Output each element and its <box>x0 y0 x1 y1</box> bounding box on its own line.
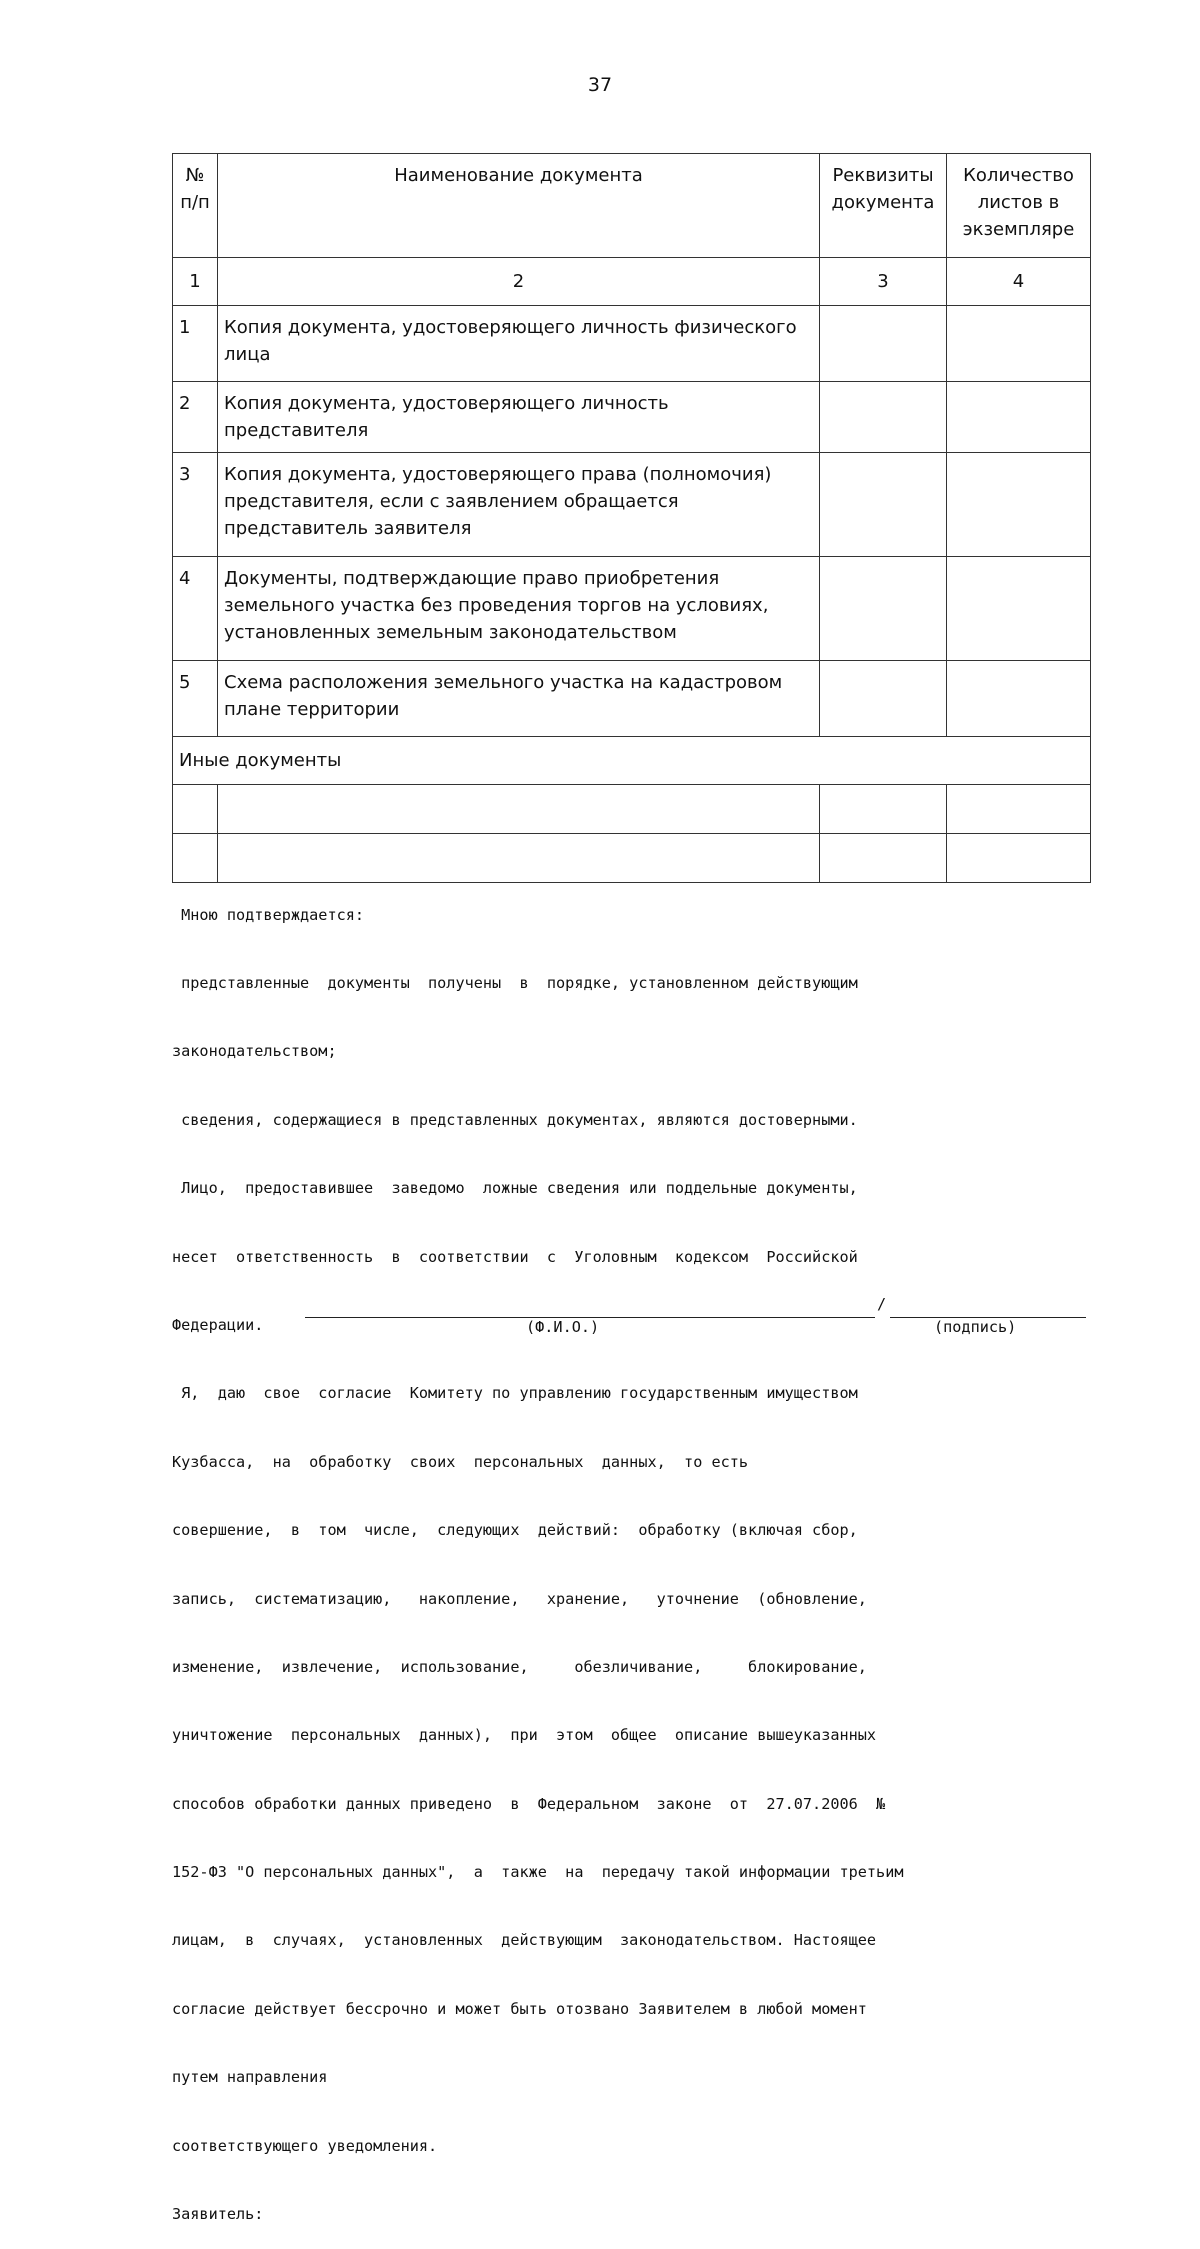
table-row <box>173 453 1091 557</box>
row-details-cell[interactable] <box>820 453 947 557</box>
row-count-cell[interactable] <box>947 557 1091 661</box>
declaration-line: сведения, содержащиеся в представленных документах, являются достоверными. <box>172 1110 858 1129</box>
column-number: 3 <box>820 258 947 306</box>
table-row <box>173 306 1091 382</box>
row-document-name: Копия документа, удостоверяющего личность представителя <box>218 382 820 453</box>
header-count-line-1: Количество <box>963 165 1074 186</box>
row-document-name: Схема расположения земельного участка на кадастровом плане территории <box>218 661 820 737</box>
applicant-label: Заявитель: <box>172 2205 264 2224</box>
declaration-line: запись, систематизацию, накопление, хранение, уточнение (обновление, <box>172 1589 867 1608</box>
column-number: 2 <box>218 258 820 306</box>
row-number: 2 <box>173 382 218 453</box>
row-number: 5 <box>173 661 218 737</box>
header-details <box>820 154 947 258</box>
declaration-text <box>172 858 1118 2249</box>
empty-cell[interactable] <box>173 785 218 834</box>
row-number: 4 <box>173 557 218 661</box>
fio-caption: (Ф.И.О.) <box>526 1318 600 1336</box>
page-number: 37 <box>587 74 613 96</box>
other-documents-row <box>173 737 1091 785</box>
row-details-cell[interactable] <box>820 382 947 453</box>
declaration-line: уничтожение персональных данных), при этом общее описание вышеуказанных <box>172 1726 877 1745</box>
row-document-name: Копия документа, удостоверяющего личность физического лица <box>218 306 820 382</box>
declaration-line: законодательством; <box>172 1042 337 1061</box>
declaration-line: способов обработки данных приведено в Федеральном законе от 27.07.2006 № <box>172 1794 886 1813</box>
empty-cell[interactable] <box>820 785 947 834</box>
table-row <box>173 557 1091 661</box>
header-count-line-3: экземпляре <box>962 219 1075 240</box>
empty-table-row <box>173 785 1091 834</box>
column-number: 1 <box>173 258 218 306</box>
table-header-row <box>173 154 1091 258</box>
column-number-row <box>173 258 1091 306</box>
column-number: 4 <box>947 258 1091 306</box>
row-document-name: Документы, подтверждающие право приобретения земельного участка без проведения торгов на условиях, установленных земельным законодательством <box>218 557 820 661</box>
table-row <box>173 661 1091 737</box>
declaration-line: изменение, извлечение, использование, обезличивание, блокирование, <box>172 1657 867 1676</box>
row-details-cell[interactable] <box>820 557 947 661</box>
row-count-cell[interactable] <box>947 453 1091 557</box>
row-details-cell[interactable] <box>820 306 947 382</box>
empty-cell[interactable] <box>947 785 1091 834</box>
row-details-cell[interactable] <box>820 661 947 737</box>
header-num-line-2: п/п <box>180 192 210 213</box>
header-num <box>173 154 218 258</box>
empty-cell[interactable] <box>218 785 820 834</box>
declaration-line: несет ответственность в соответствии с Уголовным кодексом Российской <box>172 1247 858 1266</box>
row-number: 3 <box>173 453 218 557</box>
header-num-line-1: № <box>185 165 205 186</box>
row-document-name: Копия документа, удостоверяющего права (полномочия) представителя, если с заявлением обращается представитель заявителя <box>218 453 820 557</box>
row-count-cell[interactable] <box>947 661 1091 737</box>
row-count-cell[interactable] <box>947 306 1091 382</box>
declaration-line: лицам, в случаях, установленных действующим законодательством. Настоящее <box>172 1931 877 1950</box>
header-count-line-2: листов в <box>977 192 1060 213</box>
header-details-line-2: документа <box>831 192 935 213</box>
declaration-line: Мною подтверждается: <box>172 905 365 924</box>
row-count-cell[interactable] <box>947 382 1091 453</box>
declaration-line: Кузбасса, на обработку своих персональных данных, то есть <box>172 1452 749 1471</box>
declaration-line: Федерации. <box>172 1315 264 1334</box>
declaration-line: совершение, в том числе, следующих действий: обработку (включая сбор, <box>172 1521 858 1540</box>
documents-table <box>172 153 1091 883</box>
signature-separator: / <box>877 1295 887 1313</box>
header-sheet-count <box>947 154 1091 258</box>
header-details-line-1: Реквизиты <box>832 165 934 186</box>
declaration-line: путем направления <box>172 2068 328 2087</box>
declaration-line: Я, даю свое согласие Комитету по управлению государственным имуществом <box>172 1384 858 1403</box>
declaration-line: 152-ФЗ "О персональных данных", а также на передачу такой информации третьим <box>172 1863 904 1882</box>
table-row <box>173 382 1091 453</box>
declaration-line: Лицо, предоставившее заведомо ложные сведения или поддельные документы, <box>172 1179 858 1198</box>
declaration-line: согласие действует бессрочно и может быть отозвано Заявителем в любой момент <box>172 1999 867 2018</box>
row-number: 1 <box>173 306 218 382</box>
header-document-name: Наименование документа <box>218 154 820 258</box>
declaration-line: представленные документы получены в порядке, установленном действующим <box>172 973 858 992</box>
other-documents-label: Иные документы <box>173 737 1091 785</box>
signature-caption: (подпись) <box>934 1318 1017 1336</box>
declaration-line: соответствующего уведомления. <box>172 2136 438 2155</box>
